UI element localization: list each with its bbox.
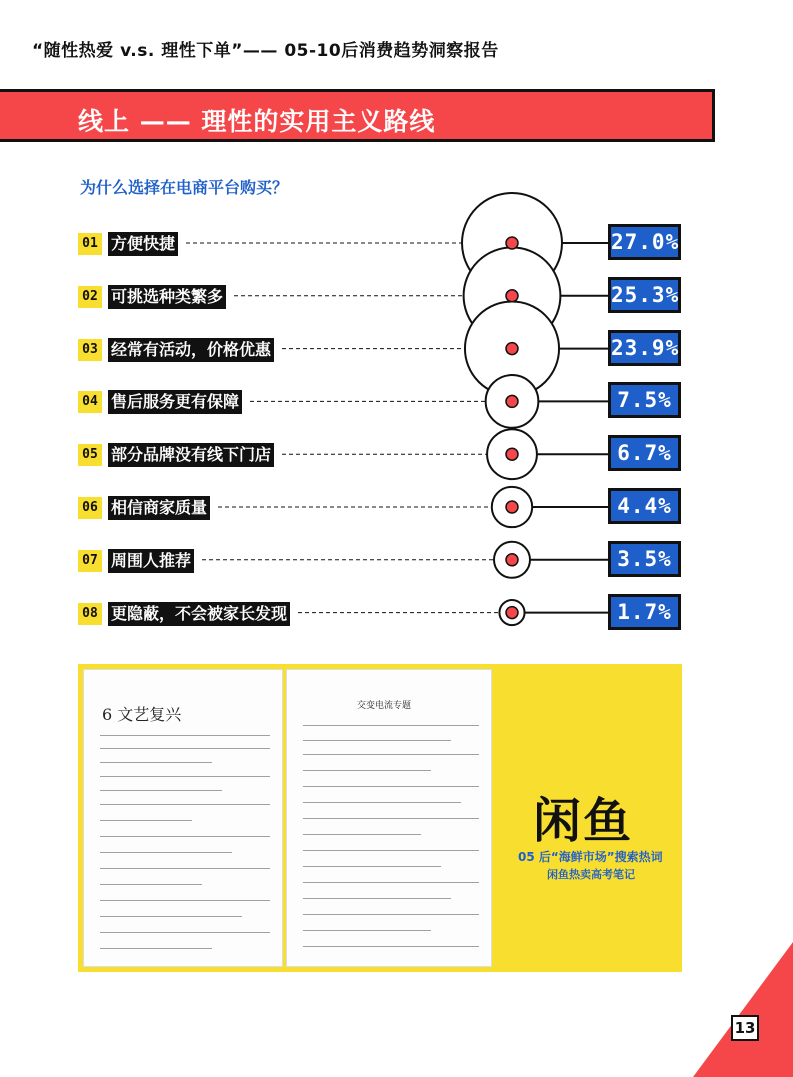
row-percent: 1.7% bbox=[608, 594, 681, 630]
chart-row bbox=[0, 488, 793, 528]
note-title: 6 文艺复兴 bbox=[102, 705, 182, 724]
row-number: 07 bbox=[78, 550, 102, 572]
chart-row bbox=[0, 541, 793, 581]
row-label: 经常有活动，价格优惠 bbox=[108, 338, 274, 362]
xianyu-subtitle: 05 后“海鲜市场”搜索热词 bbox=[518, 850, 663, 864]
page-number: 13 bbox=[731, 1015, 759, 1041]
row-percent: 25.3% bbox=[608, 277, 681, 313]
row-number: 05 bbox=[78, 444, 102, 466]
note-photo-physics bbox=[286, 669, 492, 967]
row-percent: 23.9% bbox=[608, 330, 681, 366]
chart-row bbox=[0, 594, 793, 634]
row-label: 方便快捷 bbox=[108, 232, 178, 256]
row-percent: 27.0% bbox=[608, 224, 681, 260]
row-percent: 7.5% bbox=[608, 382, 681, 418]
chart-row bbox=[0, 330, 793, 370]
banner-title: 线上 —— 理性的实用主义路线 bbox=[78, 107, 436, 136]
row-number: 08 bbox=[78, 603, 102, 625]
row-number: 04 bbox=[78, 391, 102, 413]
row-percent: 6.7% bbox=[608, 435, 681, 471]
row-number: 06 bbox=[78, 497, 102, 519]
note-photo-history bbox=[83, 669, 283, 967]
xianyu-logo: 闲鱼 bbox=[533, 793, 634, 849]
row-number: 01 bbox=[78, 233, 102, 255]
row-number: 02 bbox=[78, 286, 102, 308]
xianyu-subtitle-2: 闲鱼热卖高考笔记 bbox=[547, 868, 635, 881]
chart-row bbox=[0, 382, 793, 422]
chart-row bbox=[0, 277, 793, 317]
row-label: 周围人推荐 bbox=[108, 549, 194, 573]
question-heading: 为什么选择在电商平台购买？ bbox=[80, 178, 289, 197]
chart-row bbox=[0, 224, 793, 264]
notes-panel bbox=[78, 664, 682, 972]
row-percent: 3.5% bbox=[608, 541, 681, 577]
report-title: “随性热爱 v.s. 理性下单”—— 05-10后消费趋势洞察报告 bbox=[32, 41, 499, 61]
row-label: 相信商家质量 bbox=[108, 496, 210, 520]
note-title: 交变电流专题 bbox=[357, 701, 412, 711]
row-label: 售后服务更有保障 bbox=[108, 390, 242, 414]
chart-row bbox=[0, 435, 793, 475]
row-label: 可挑选种类繁多 bbox=[108, 285, 226, 309]
row-number: 03 bbox=[78, 339, 102, 361]
row-label: 更隐蔽，不会被家长发现 bbox=[108, 602, 290, 626]
row-label: 部分品牌没有线下门店 bbox=[108, 443, 274, 467]
row-percent: 4.4% bbox=[608, 488, 681, 524]
corner-decoration bbox=[693, 942, 793, 1077]
